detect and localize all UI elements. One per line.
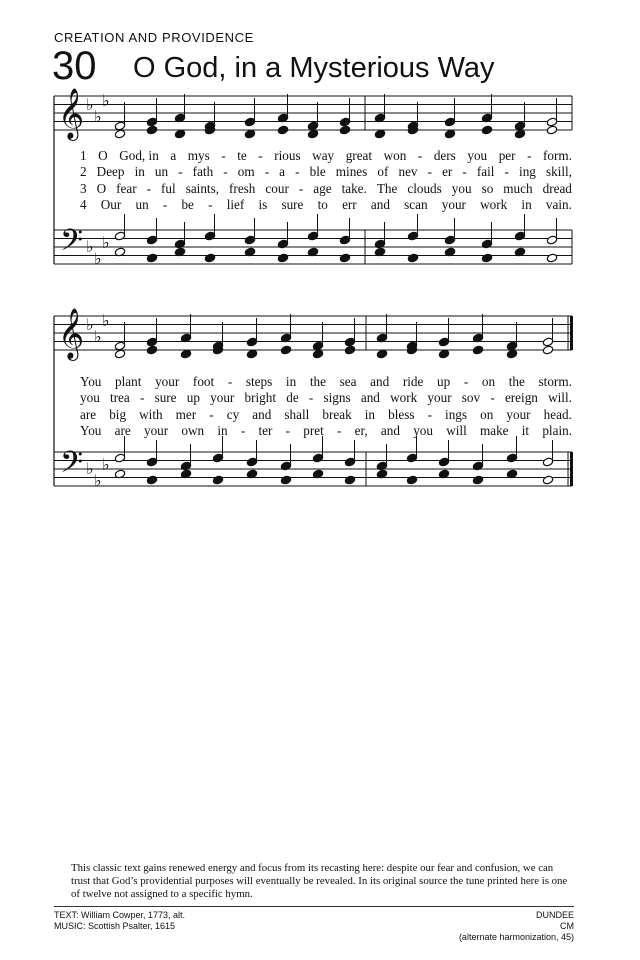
lyric-syllable: 4 — [80, 196, 87, 212]
lyric-syllable: in — [285, 374, 297, 389]
lyric-syllable: your — [143, 422, 169, 438]
lyric-syllable: ereign — [504, 390, 538, 406]
lyric-syllable: un — [135, 196, 149, 212]
lyric-syllable: - — [223, 164, 228, 180]
lyric-syllable: - — [227, 374, 233, 389]
lyric-syllable: you — [413, 422, 433, 438]
svg-text:♭: ♭ — [102, 311, 110, 330]
lyric-syllable: ful — [161, 180, 176, 196]
lyric-syllable: - — [417, 148, 423, 163]
lyric-syllable: 2 — [80, 164, 87, 180]
lyric-syllable: head. — [543, 406, 572, 422]
lyric-syllable: sure — [154, 390, 177, 406]
lyric-syllable: your — [427, 390, 452, 406]
lyric-syllable: You — [80, 374, 102, 389]
lyric-syllable: trea — [109, 390, 130, 406]
lyric-syllable: foot — [192, 374, 215, 389]
svg-text:♭: ♭ — [94, 471, 102, 490]
lyric-syllable: You — [80, 422, 102, 438]
lyric-syllable: mys — [187, 148, 210, 163]
lyric-syllable: shall — [284, 406, 310, 422]
lyric-syllable: The — [376, 180, 398, 196]
lyric-syllable: cour — [265, 180, 289, 196]
lyric-syllable: in — [134, 164, 145, 180]
lyric-syllable: your — [155, 374, 180, 389]
lyric-syllable: - — [463, 374, 469, 389]
lyric-syllable: storm. — [538, 374, 572, 389]
lyric-syllable: are — [80, 406, 97, 422]
lyric-line — [80, 374, 572, 390]
lyric-syllable: it — [521, 422, 530, 438]
section-label: CREATION AND PROVIDENCE — [54, 30, 254, 45]
lyric-syllable: you — [451, 180, 472, 196]
lyric-syllable: nev — [398, 164, 418, 180]
lyric-syllable: won — [383, 148, 407, 163]
lyric-syllable: - — [139, 390, 145, 406]
svg-text:♭: ♭ — [102, 455, 110, 474]
lyric-syllable: per — [498, 148, 516, 163]
lyric-syllable: - — [208, 196, 213, 212]
lyric-syllable: sure — [281, 196, 304, 212]
lyric-syllable: - — [146, 180, 152, 196]
lyrics-system-2 — [80, 374, 572, 439]
lyric-syllable: on — [481, 374, 496, 389]
lyric-syllable: fath — [192, 164, 214, 180]
lyric-syllable: sea — [339, 374, 357, 389]
lyric-syllable: the — [309, 374, 326, 389]
lyric-syllable: er, — [354, 422, 368, 438]
lyric-syllable: and — [360, 390, 380, 406]
svg-text:𝄞: 𝄞 — [58, 88, 85, 139]
lyric-syllable: lief — [226, 196, 245, 212]
lyric-syllable: up — [186, 390, 200, 406]
lyric-syllable: - — [527, 148, 532, 163]
lyric-syllable: - — [240, 422, 246, 438]
svg-text:𝄞: 𝄞 — [58, 308, 85, 359]
lyric-syllable: the — [508, 374, 525, 389]
lyric-syllable: fail — [476, 164, 495, 180]
svg-text:𝄢: 𝄢 — [60, 224, 84, 265]
lyric-syllable: - — [427, 406, 432, 422]
lyric-syllable: fear — [116, 180, 137, 196]
lyric-syllable: dread — [542, 180, 572, 196]
svg-text:♭: ♭ — [94, 107, 102, 126]
lyric-syllable: cy — [226, 406, 240, 422]
lyric-syllable: form. — [543, 148, 572, 163]
lyric-syllable: 3 — [80, 180, 87, 196]
lyric-syllable: you — [467, 148, 488, 163]
credits-left — [54, 910, 185, 932]
lyric-syllable: O — [98, 148, 108, 163]
lyric-syllable: work — [480, 196, 508, 212]
lyric-syllable: work — [390, 390, 418, 406]
lyric-syllable: te — [237, 148, 247, 163]
hymn-note: This classic text gains renewed energy and focus from its recasting here: despite our fear and confusion, we can trust that God’s providential purposes will eventually be revealed. In its original source the tune printed here is one of twelve not assigned to a specific hymn. — [71, 862, 568, 900]
lyric-syllable: break — [322, 406, 352, 422]
lyric-line — [80, 197, 572, 213]
lyric-syllable: in — [217, 422, 228, 438]
lyric-syllable: and — [380, 422, 400, 438]
meter: CM — [560, 921, 574, 931]
lyric-syllable: plant — [115, 374, 142, 389]
lyric-syllable: - — [258, 148, 263, 163]
lyric-syllable: bless — [388, 406, 415, 422]
lyric-syllable: to — [317, 196, 328, 212]
lyric-syllable: - — [264, 164, 270, 180]
lyric-syllable: way — [312, 148, 335, 163]
lyric-syllable: ders — [433, 148, 456, 163]
lyric-syllable: you — [80, 390, 100, 406]
lyric-syllable: sov — [461, 390, 481, 406]
hymn-number: 30 — [52, 44, 97, 88]
lyric-syllable: mines — [335, 164, 368, 180]
lyric-syllable: of — [377, 164, 389, 180]
lyric-syllable: make — [479, 422, 509, 438]
lyric-syllable: - — [209, 406, 214, 422]
lyric-syllable: God, in — [119, 148, 159, 163]
svg-text:♭: ♭ — [86, 95, 94, 114]
lyric-syllable: - — [462, 164, 467, 180]
lyric-syllable: ings — [445, 406, 468, 422]
lyric-syllable: - — [162, 196, 168, 212]
lyric-syllable: - — [221, 148, 226, 163]
lyric-syllable: de — [286, 390, 299, 406]
lyric-syllable: clouds — [407, 180, 442, 196]
lyric-syllable: in — [521, 196, 532, 212]
hymn-title: O God, in a Mysterious Way — [133, 52, 495, 84]
music-staff-system-2 — [0, 300, 640, 600]
lyric-line — [80, 407, 572, 423]
lyric-syllable: O — [96, 180, 107, 196]
svg-text:𝄢: 𝄢 — [60, 446, 84, 487]
lyric-syllable: - — [337, 422, 342, 438]
lyric-syllable: Deep — [96, 164, 125, 180]
lyric-syllable: - — [295, 164, 300, 180]
lyric-syllable: is — [258, 196, 268, 212]
lyric-syllable: take. — [341, 180, 367, 196]
lyric-syllable: er — [442, 164, 453, 180]
lyric-syllable: will — [446, 422, 467, 438]
lyric-syllable: saints, — [185, 180, 220, 196]
lyric-syllable: - — [504, 164, 509, 180]
lyric-syllable: your — [506, 406, 531, 422]
tune-name: DUNDEE — [535, 910, 574, 920]
alternate-harmonization: (alternate harmonization, 45) — [458, 932, 574, 942]
lyric-syllable: skill, — [545, 164, 572, 180]
lyric-syllable: ride — [402, 374, 424, 389]
lyric-syllable: ble — [309, 164, 326, 180]
lyric-syllable: and — [370, 374, 390, 389]
lyric-syllable: so — [481, 180, 494, 196]
lyric-syllable: un — [154, 164, 169, 180]
text-credit: TEXT: William Cowper, 1773, alt. — [54, 910, 186, 920]
lyric-syllable: and — [370, 196, 390, 212]
svg-text:♭: ♭ — [86, 315, 94, 334]
lyric-syllable: - — [285, 422, 291, 438]
lyric-syllable: fresh — [229, 180, 256, 196]
lyric-line — [80, 390, 572, 406]
lyric-syllable: rious — [274, 148, 301, 163]
lyrics-system-1 — [80, 148, 572, 213]
lyric-syllable: ing — [519, 164, 536, 180]
svg-text:♭: ♭ — [94, 249, 102, 268]
lyric-line — [80, 181, 572, 197]
svg-text:♭: ♭ — [94, 327, 102, 346]
lyric-syllable: age — [313, 180, 332, 196]
lyric-syllable: your — [441, 196, 466, 212]
lyric-syllable: and — [252, 406, 272, 422]
footer-divider — [54, 906, 574, 907]
lyric-syllable: - — [308, 390, 314, 406]
lyric-syllable: will. — [548, 390, 572, 406]
lyric-syllable: err — [342, 196, 357, 212]
lyric-syllable: be — [181, 196, 194, 212]
lyric-syllable: - — [490, 390, 495, 406]
lyric-syllable: scan — [404, 196, 428, 212]
lyric-syllable: much — [503, 180, 533, 196]
lyric-syllable: great — [345, 148, 373, 163]
svg-text:♭: ♭ — [102, 91, 110, 110]
lyric-syllable: 1 — [80, 148, 87, 163]
lyric-syllable: Our — [100, 196, 122, 212]
lyric-line — [80, 148, 572, 164]
lyric-syllable: a — [279, 164, 286, 180]
lyric-syllable: bright — [244, 390, 277, 406]
lyric-syllable: - — [427, 164, 432, 180]
lyric-syllable: steps — [245, 374, 273, 389]
lyric-syllable: up — [437, 374, 451, 389]
lyric-syllable: are — [114, 422, 131, 438]
lyric-line — [80, 423, 572, 439]
lyric-syllable: on — [480, 406, 494, 422]
lyric-syllable: - — [178, 164, 183, 180]
lyric-syllable: plain. — [542, 422, 572, 438]
lyric-syllable: with — [139, 406, 163, 422]
lyric-syllable: a — [170, 148, 177, 163]
lyric-syllable: mer — [175, 406, 197, 422]
lyric-syllable: om — [237, 164, 255, 180]
lyric-syllable: ter — [258, 422, 273, 438]
lyric-syllable: big — [109, 406, 127, 422]
lyric-line — [80, 164, 572, 180]
lyric-syllable: - — [298, 180, 304, 196]
svg-text:♭: ♭ — [86, 237, 94, 256]
lyric-syllable: your — [210, 390, 235, 406]
music-credit: MUSIC: Scottish Psalter, 1615 — [54, 921, 176, 931]
svg-text:♭: ♭ — [102, 233, 110, 252]
svg-text:♭: ♭ — [86, 459, 94, 478]
lyric-syllable: vain. — [545, 196, 572, 212]
lyric-syllable: in — [364, 406, 376, 422]
lyric-syllable: own — [181, 422, 205, 438]
lyric-syllable: signs — [323, 390, 351, 406]
lyric-syllable: pret — [303, 422, 324, 438]
credits-right — [459, 910, 574, 943]
